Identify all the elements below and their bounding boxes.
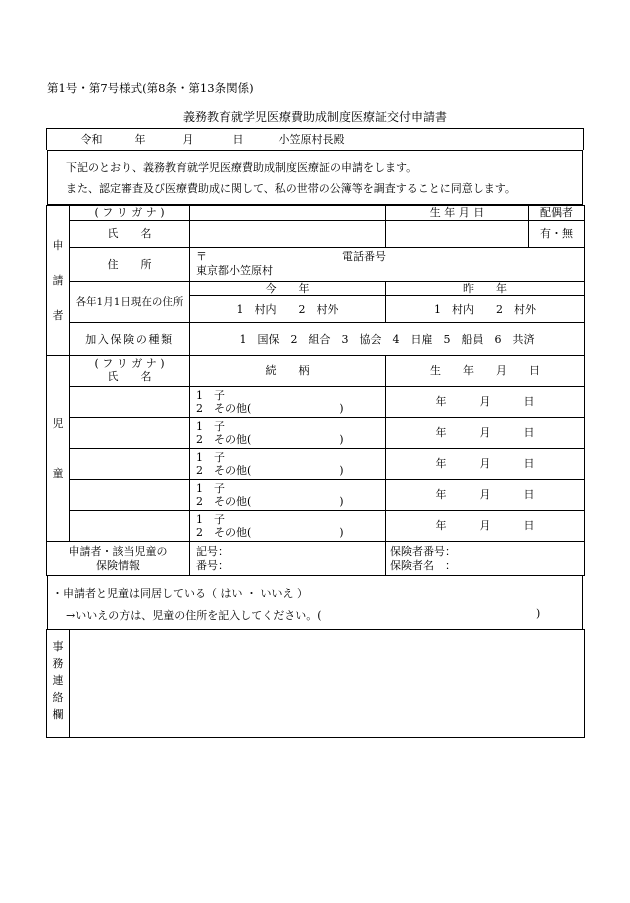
insurer-name-label: 保険者名 ： [390,558,456,572]
residence-last-choice[interactable]: 1 村内 2 村外 [386,296,585,323]
residence-label: 各年1月1日現在の住所 [70,282,190,323]
table-row [47,480,585,511]
office-memo-label: 事 務 連 絡 欄 [47,630,70,738]
date-addressee-row [46,128,584,150]
child-birth-field[interactable]: 年 月 日 [386,418,585,449]
table-row [47,387,585,418]
child-birth-field[interactable]: 年 月 日 [386,480,585,511]
consent-statement [47,150,583,205]
cohabitation-box [47,575,583,630]
applicant-name-label: 氏 名 [70,221,190,248]
address-value: 東京都小笠原村 [196,264,273,277]
phone-label: 電話番号 [342,250,386,263]
child-address-instruction: →いいえの方は、児童の住所を記入してください。( [66,609,322,622]
statement-line-1: 下記のとおり、義務教育就学児医療費助成制度医療証の申請をします。 [66,161,418,174]
table-row [47,449,585,480]
number-label: 番号： [196,558,229,572]
era-label: 令和 [80,132,103,146]
applicant-birth-label: 生 年 月 日 [386,206,529,221]
day-label: 日 [232,132,244,146]
office-memo-table [46,629,585,738]
child-relation-choice[interactable]: 1 子 2 その他( ) [190,387,386,418]
addressee: 小笠原村長殿 [278,132,345,146]
child-name-field[interactable] [70,511,190,542]
postal-mark: 〒 [196,250,207,263]
child-relation-choice[interactable]: 1 子 2 その他( ) [190,449,386,480]
child-name-field[interactable] [70,387,190,418]
child-birth-field[interactable]: 年 月 日 [386,449,585,480]
applicant-address-label: 住 所 [70,248,190,282]
applicant-name-field[interactable] [190,221,386,248]
applicant-birth-field[interactable] [386,221,529,248]
table-row [47,511,585,542]
month-label: 月 [182,132,194,146]
child-name-field[interactable] [70,418,190,449]
child-birth-header: 生 年 月 日 [386,356,585,387]
statement-line-2: また、認定審査及び医療費助成に関して、私の世帯の公簿等を調査することに同意します。 [66,182,516,195]
child-relation-choice[interactable]: 1 子 2 その他( ) [190,511,386,542]
child-relation-choice[interactable]: 1 子 2 その他( ) [190,418,386,449]
child-name-field[interactable] [70,480,190,511]
child-birth-field[interactable]: 年 月 日 [386,511,585,542]
cohabitation-question[interactable]: ・申請者と児童は同居している（ はい ・ いいえ ） [52,587,308,600]
spouse-choice[interactable]: 有・無 [529,221,585,248]
insurance-info-table [46,541,585,576]
spouse-label: 配偶者 [529,206,585,221]
insurance-symbol-number-field[interactable] [190,542,386,576]
children-table [46,355,585,542]
applicant-section-label: 申 請 者 [47,206,70,356]
children-section-label: 児 童 [47,356,70,542]
child-relation-choice[interactable]: 1 子 2 その他( ) [190,480,386,511]
form-title: 義務教育就学児医療費助成制度医療証交付申請書 [182,110,447,124]
table-row [47,418,585,449]
current-year-label: 今 年 [190,282,386,296]
residence-current-choice[interactable]: 1 村内 2 村外 [190,296,386,323]
insurer-field[interactable] [386,542,585,576]
insurer-number-label: 保険者番号： [390,544,456,558]
last-year-label: 昨 年 [386,282,585,296]
insurance-type-label: 加入保険の種類 [70,323,190,356]
insurance-type-choice[interactable]: 1 国保 2 組合 3 協会 4 日雇 5 船員 6 共済 [190,323,585,356]
year-label: 年 [134,132,146,146]
child-name-field[interactable] [70,449,190,480]
child-birth-field[interactable]: 年 月 日 [386,387,585,418]
child-relation-header: 続 柄 [190,356,386,387]
symbol-label: 記号： [196,544,229,558]
office-memo-field[interactable] [70,630,585,738]
applicant-furigana-label: ( フ リ ガ ナ ) [70,206,190,221]
applicant-table [46,205,585,356]
applicant-address-field[interactable] [190,248,585,282]
child-name-header: ( フ リ ガ ナ ) 氏 名 [70,356,190,387]
insurance-info-label: 申請者・該当児童の 保険情報 [47,542,190,576]
applicant-furigana-field[interactable] [190,206,386,221]
form-number: 第1号・第7号様式(第8条・第13条関係) [47,81,254,95]
child-address-close-paren: ) [536,607,541,620]
